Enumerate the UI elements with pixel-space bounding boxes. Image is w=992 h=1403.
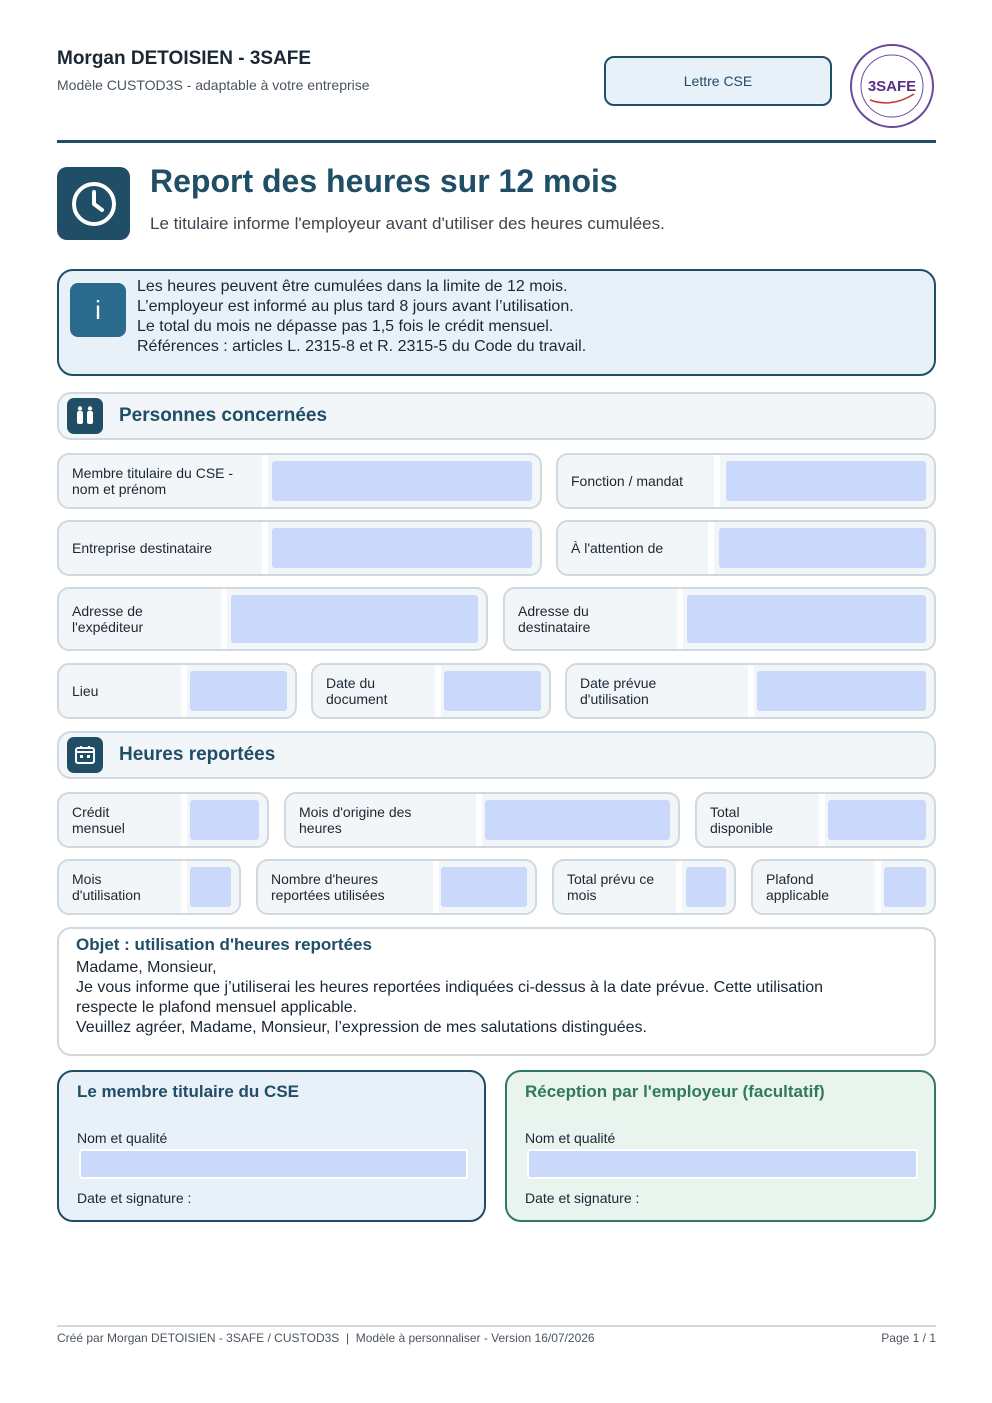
clock-icon	[57, 167, 130, 240]
doc-date-input[interactable]	[444, 671, 541, 711]
recipient-address-field	[503, 587, 936, 651]
function-field	[556, 453, 936, 509]
attention-input[interactable]	[719, 528, 926, 568]
field-label: Date du document	[326, 675, 388, 707]
use-month-field	[57, 859, 241, 915]
ceiling-input[interactable]	[884, 867, 926, 907]
field-label: Membre titulaire du CSE - nom et prénom	[72, 465, 234, 497]
company-seal-logo	[848, 42, 936, 130]
doc-type-badge: Lettre CSE	[604, 56, 832, 106]
field-label: Lieu	[72, 683, 99, 699]
employer-name-quality-input[interactable]	[527, 1149, 918, 1179]
field-label: Adresse du destinataire	[518, 603, 591, 635]
field-label: Date prévue d'utilisation	[580, 675, 657, 707]
info-icon: i	[70, 283, 126, 337]
employer-signature-box	[505, 1070, 936, 1222]
section-title: Heures reportées	[119, 744, 276, 765]
attention-field	[556, 520, 936, 576]
signature-title: Réception par l'employeur (facultatif)	[525, 1082, 825, 1101]
company-field	[57, 520, 542, 576]
total-available-field	[695, 792, 936, 848]
letter-line: Veuillez agréer, Madame, Monsieur, l’expression de mes salutations distinguées.	[76, 1019, 647, 1036]
member-name-input[interactable]	[272, 461, 532, 501]
page-title: Report des heures sur 12 mois	[150, 163, 618, 199]
letter-line: Je vous informe que j’utiliserai les heures reportées indiquées ci-dessus à la date prévue. Cette utilisation	[76, 979, 824, 996]
page-subtitle: Le titulaire informe l'employeur avant d'utiliser des heures cumulées.	[150, 214, 665, 233]
footer-credits: Créé par Morgan DETOISIEN - 3SAFE / CUSTOD3S | Modèle à personnaliser - Version 16/07/2026	[57, 1331, 595, 1345]
sender-address-field	[57, 587, 488, 651]
origin-month-field	[284, 792, 680, 848]
total-month-input[interactable]	[686, 867, 726, 907]
use-month-input[interactable]	[190, 867, 231, 907]
field-label: Mois d'utilisation	[72, 871, 141, 903]
section-persons	[57, 392, 936, 440]
field-label: À l'attention de	[571, 540, 664, 556]
footer-divider	[57, 1325, 936, 1327]
page-number: Page 1 / 1	[881, 1331, 936, 1345]
info-line: Le total du mois ne dépasse pas 1,5 fois le crédit mensuel.	[137, 318, 554, 335]
recipient-address-input[interactable]	[687, 595, 926, 643]
monthly-credit-field	[57, 792, 269, 848]
monthly-credit-input[interactable]	[190, 800, 259, 840]
hours-used-input[interactable]	[441, 867, 527, 907]
field-label: Total prévu ce mois	[567, 871, 655, 903]
field-label: Adresse de l'expéditeur	[72, 603, 144, 635]
date-signature-label: Date et signature :	[77, 1190, 192, 1206]
calendar-icon	[67, 737, 103, 773]
signature-title: Le membre titulaire du CSE	[77, 1082, 299, 1101]
letter-line: Madame, Monsieur,	[76, 959, 217, 976]
name-label: Nom et qualité	[525, 1130, 616, 1146]
use-date-field	[565, 663, 936, 719]
total-available-input[interactable]	[828, 800, 926, 840]
doc-date-field	[311, 663, 551, 719]
member-signature-box	[57, 1070, 486, 1222]
field-label: Entreprise destinataire	[72, 540, 213, 556]
field-label: Crédit mensuel	[72, 804, 125, 836]
letter-line: respecte le plafond mensuel applicable.	[76, 999, 358, 1016]
people-icon	[67, 398, 103, 434]
date-signature-label: Date et signature :	[525, 1190, 640, 1206]
info-text	[137, 277, 586, 357]
field-label: Fonction / mandat	[571, 473, 684, 489]
function-input[interactable]	[726, 461, 926, 501]
hours-used-field	[256, 859, 537, 915]
member-name-field	[57, 453, 542, 509]
brand-subtitle: Modèle CUSTOD3S - adaptable à votre entreprise	[57, 77, 370, 93]
ceiling-field	[751, 859, 936, 915]
origin-month-input[interactable]	[485, 800, 670, 840]
use-date-input[interactable]	[757, 671, 926, 711]
sender-address-input[interactable]	[231, 595, 478, 643]
place-field	[57, 663, 297, 719]
total-month-field	[552, 859, 736, 915]
info-line: L’employeur est informé au plus tard 8 jours avant l’utilisation.	[137, 298, 574, 315]
info-line: Les heures peuvent être cumulées dans la limite de 12 mois.	[137, 278, 568, 295]
letter-subject: Objet : utilisation d'heures reportées	[76, 935, 372, 954]
name-label: Nom et qualité	[77, 1130, 168, 1146]
field-label: Nombre d'heures reportées utilisées	[271, 871, 385, 903]
field-label: Mois d'origine des heures	[299, 804, 412, 836]
section-title: Personnes concernées	[119, 405, 328, 426]
section-hours	[57, 731, 936, 779]
field-label: Total disponible	[710, 804, 774, 836]
member-name-quality-input[interactable]	[79, 1149, 468, 1179]
info-line: Références : articles L. 2315-8 et R. 2315-5 du Code du travail.	[137, 338, 587, 355]
seal-text: 3SAFE	[867, 78, 917, 95]
company-input[interactable]	[272, 528, 532, 568]
header-divider	[57, 140, 936, 143]
place-input[interactable]	[190, 671, 287, 711]
letter-body	[76, 958, 916, 1038]
brand-name: Morgan DETOISIEN - 3SAFE	[57, 48, 312, 69]
field-label: Plafond applicable	[766, 871, 830, 903]
